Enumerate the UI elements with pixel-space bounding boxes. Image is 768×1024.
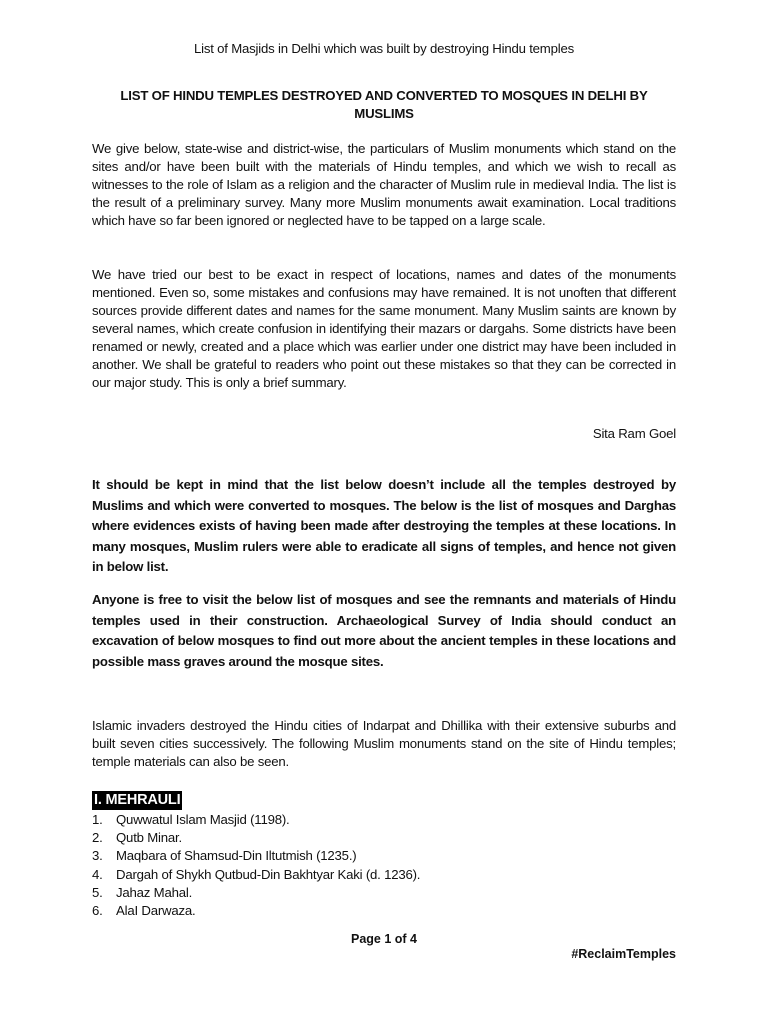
list-item	[92, 884, 676, 902]
list-item-number: 6.	[92, 903, 103, 919]
intro-paragraph-2: We have tried our best to be exact in respect of locations, names and dates of the monuments mentioned. Even so, some mistakes and confusions may have remained. It is not unoften that different sources provide different dates and names for the same monument. Many Muslim saints are known by several names, which create confusion in identifying their mazars or dargahs. Some districts have been renamed or newly, created and a place which was earlier under one district may have been included in another. We shall be grateful to readers who point out these mistakes so that they can be corrected in our major study. This is only a brief summary.	[92, 267, 676, 390]
section-heading-mehrauli: I. MEHRAULI	[94, 792, 181, 808]
bold-paragraph-2: Anyone is free to visit the below list of mosques and see the remnants and materials of Hindu temples used in their construction. Archaeological Survey of India should conduct an excavation of below mosques to find out more about the ancient temples in these locations and possible mass graves around the mosque sites.	[92, 592, 676, 669]
list-item	[92, 866, 676, 884]
page-number: Page 1 of 4	[351, 932, 417, 946]
list-item	[92, 811, 676, 829]
list-item	[92, 847, 676, 865]
list-item-number: 2.	[92, 830, 103, 846]
list-item-text: Dargah of Shykh Qutbud-Din Bakhtyar Kaki (d. 1236).	[116, 866, 421, 882]
list-item-number: 1.	[92, 812, 103, 827]
document-title: LIST OF HINDU TEMPLES DESTROYED AND CONVERTED TO MOSQUES IN DELHI BY MUSLIMS	[120, 88, 648, 121]
list-item-text: Quwwatul Islam Masjid (1198).	[116, 812, 290, 827]
islamic-invaders-paragraph: Islamic invaders destroyed the Hindu cities of Indarpat and Dhillika with their extensive suburbs and built seven cities successively. The following Muslim monuments stand on the site of Hindu temples; temple materials can also be seen.	[92, 718, 676, 769]
footer-hashtag: #ReclaimTemples	[571, 947, 676, 961]
intro-paragraph-1: We give below, state-wise and district-wise, the particulars of Muslim monuments which stand on the sites and/or have been built with the materials of Hindu temples, and which we wish to recall as witnesses to the role of Islam as a religion and the character of Muslim rule in medieval India. The list is the result of a preliminary survey. Many more Muslim monuments await examination. Local traditions which have so far been ignored or neglected have to be tapped on a large scale.	[92, 141, 676, 228]
list-item-number: 5.	[92, 884, 103, 900]
running-header: List of Masjids in Delhi which was built by destroying Hindu temples	[193, 41, 574, 56]
list-item-text: Qutb Minar.	[116, 830, 182, 846]
list-item	[92, 829, 676, 847]
bold-paragraph-1: It should be kept in mind that the list below doesn’t include all the temples destroyed by Muslims and which were converted to mosques. The below is the list of mosques and Darghas where evidences exists of having been made after destroying the temples at these locations. In many mosques, Muslim rulers were able to eradicate all signs of temples, and hence not given in below list.	[92, 477, 676, 574]
author-signature: Sita Ram Goel	[592, 426, 676, 441]
list-item-number: 4.	[92, 866, 103, 882]
list-item-text: Jahaz Mahal.	[116, 884, 193, 900]
list-item-text: AlaI Darwaza.	[116, 903, 196, 919]
list-item-number: 3.	[92, 848, 103, 864]
list-item	[92, 902, 676, 920]
monument-list	[92, 811, 676, 920]
list-item-text: Maqbara of Shamsud-Din Iltutmish (1235.)	[116, 848, 357, 864]
